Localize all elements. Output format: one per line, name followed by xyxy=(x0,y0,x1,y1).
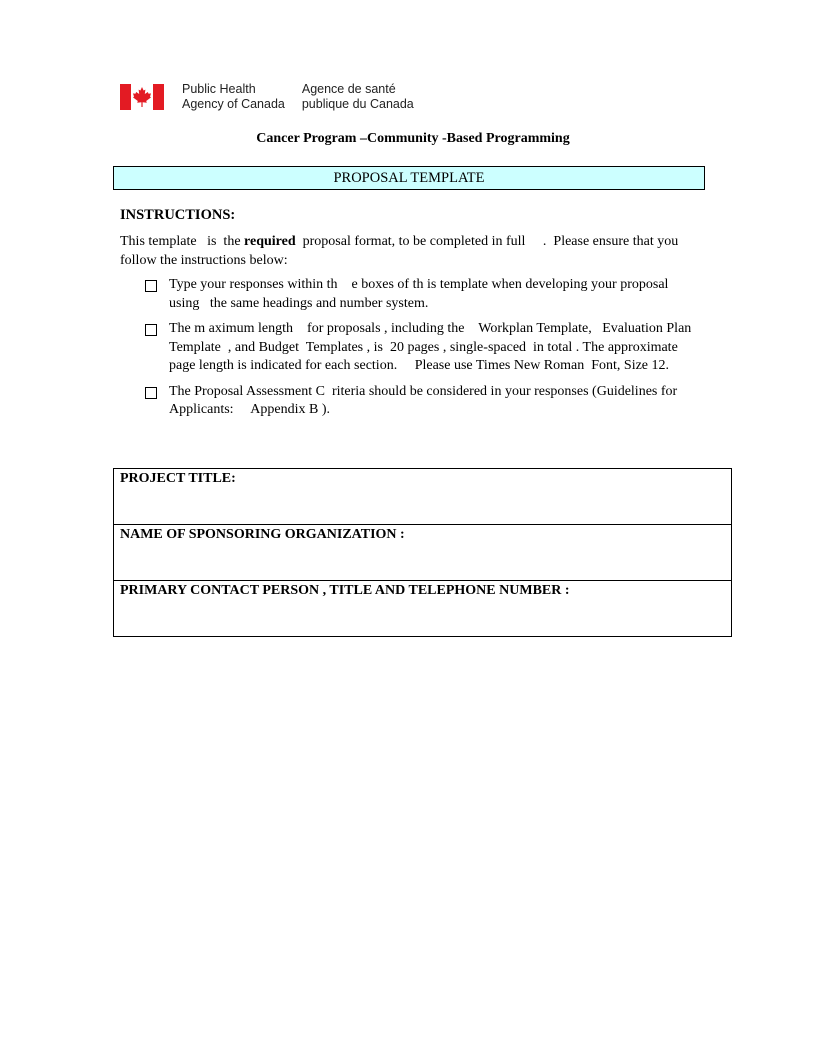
checkbox-bullet-icon xyxy=(145,387,157,399)
agency-name-fr-line-2: publique du Canada xyxy=(301,97,414,111)
agency-logo xyxy=(120,82,414,112)
primary-contact-field[interactable] xyxy=(114,581,732,637)
list-item xyxy=(145,276,705,313)
agency-name-french xyxy=(302,82,414,112)
field-label: PROJECT TITLE: xyxy=(120,471,236,486)
intro-required-word: required xyxy=(244,234,296,249)
field-label: NAME OF SPONSORING ORGANIZATION : xyxy=(120,527,405,542)
instructions-intro xyxy=(120,232,700,270)
agency-name-fr-line-1: Agence de santé xyxy=(301,82,396,96)
checkbox-bullet-icon xyxy=(145,280,157,292)
list-item xyxy=(145,320,705,376)
program-title: Cancer Program –Community -Based Programming xyxy=(256,131,570,146)
table-row xyxy=(114,525,732,581)
canada-flag-icon xyxy=(120,84,164,110)
agency-name-en-line-1: Public Health xyxy=(182,82,256,96)
agency-name-english xyxy=(182,82,285,112)
proposal-form-table xyxy=(113,468,732,637)
list-item xyxy=(145,383,705,420)
agency-name-en-line-2: Agency of Canada xyxy=(182,97,285,111)
project-title-field[interactable] xyxy=(114,469,732,525)
instructions-heading: INSTRUCTIONS: xyxy=(120,207,236,223)
list-item-text: Type your responses within th e boxes of th is template when developing your proposal using the same headings and number system. xyxy=(169,277,672,311)
intro-text-end: proposal format, to be completed in full . Please ensure that you follow the instructions below: xyxy=(120,234,682,268)
checkbox-bullet-icon xyxy=(145,324,157,336)
list-item-text: The m aximum length for proposals , including the Workplan Template, Evaluation Plan Template , and Budget Templates , is 20 pages , single-spaced in total . The approximate page length is indicated for each section. Please use Times New Roman Font, Size 12. xyxy=(169,321,695,373)
proposal-template-heading: PROPOSAL TEMPLATE xyxy=(113,166,705,190)
field-label: PRIMARY CONTACT PERSON , TITLE AND TELEPHONE NUMBER : xyxy=(120,583,570,598)
intro-text-start: This template is the xyxy=(120,234,245,249)
table-row xyxy=(114,469,732,525)
sponsoring-organization-field[interactable] xyxy=(114,525,732,581)
list-item-text: The Proposal Assessment C riteria should be considered in your responses (Guidelines for Applicants: Appendix B ). xyxy=(169,383,680,417)
instructions-list xyxy=(145,276,705,427)
table-row xyxy=(114,581,732,637)
